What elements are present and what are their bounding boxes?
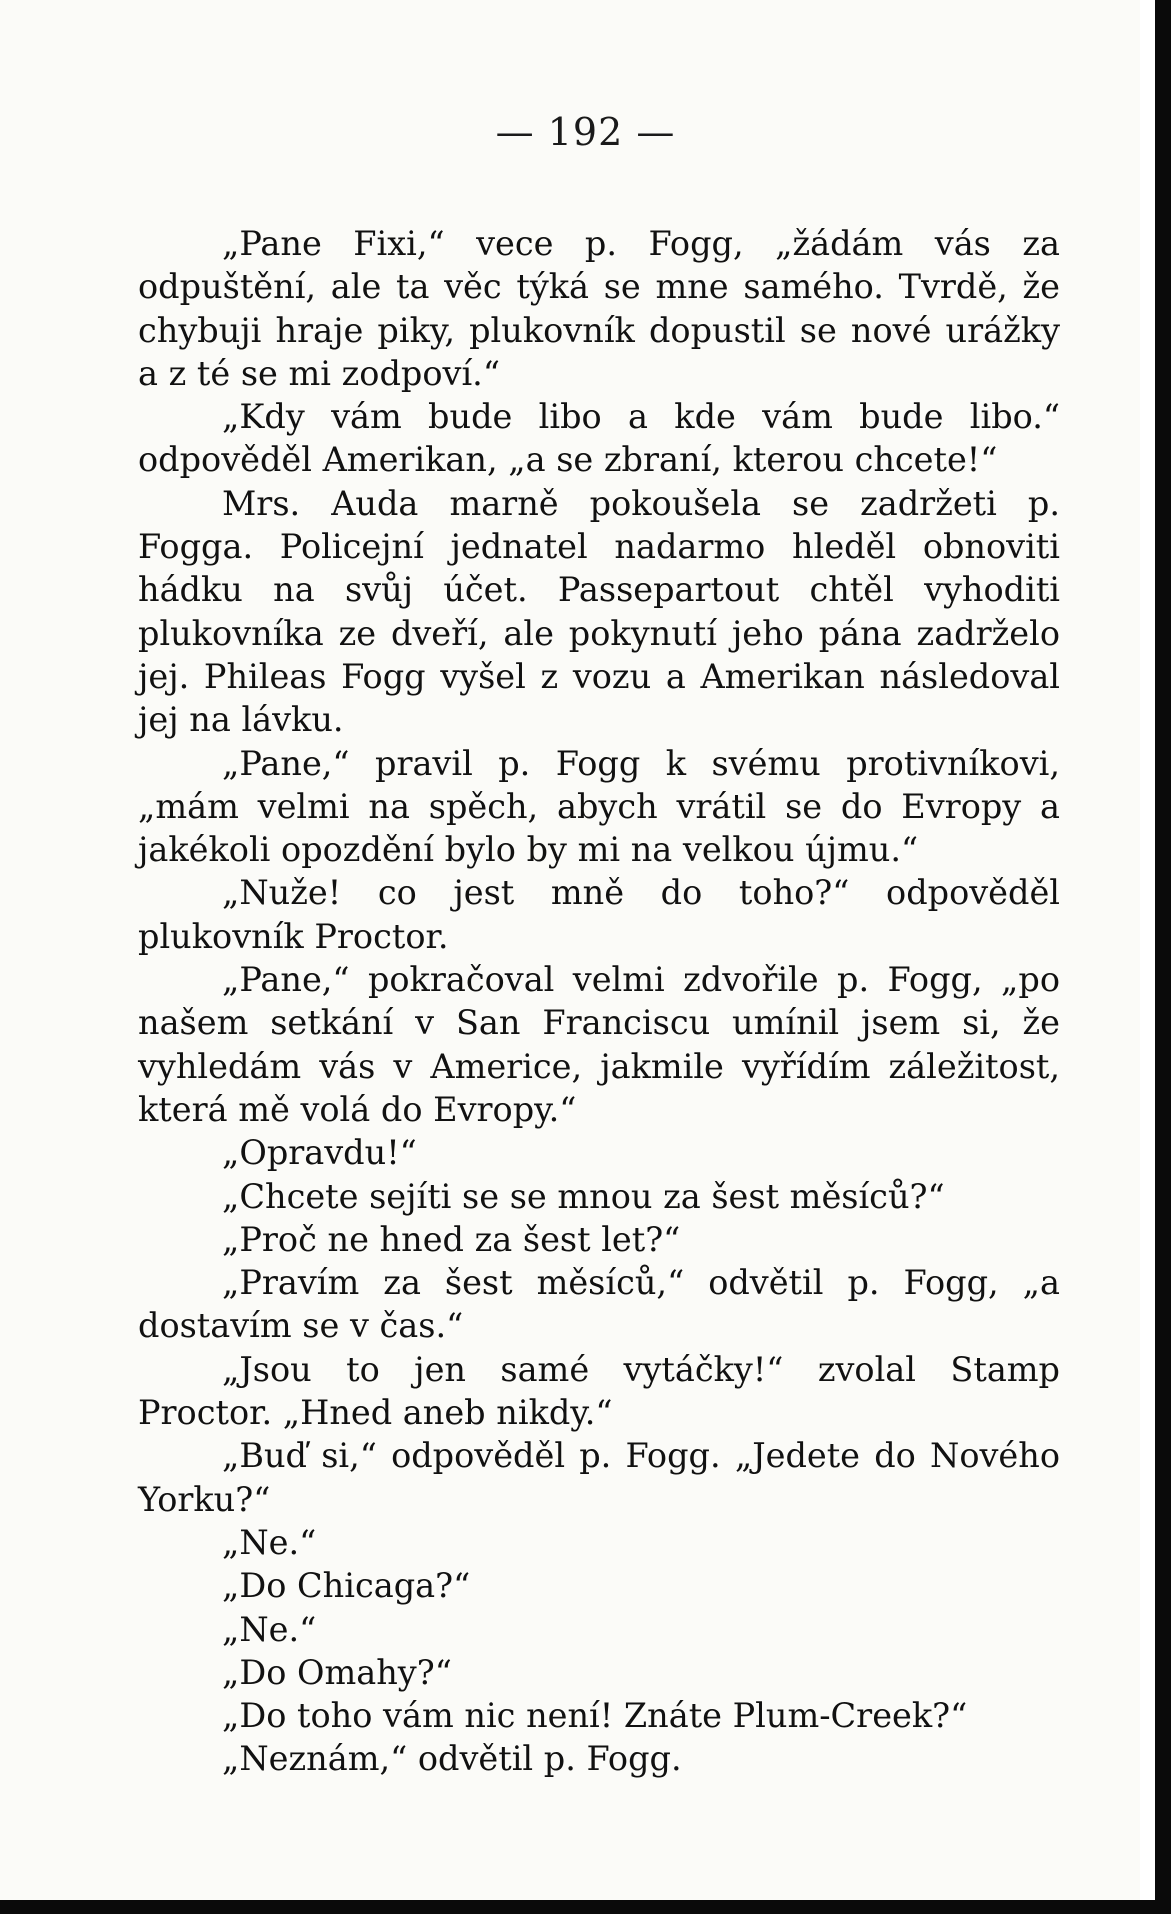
paragraph: „Pane,“ pokračoval velmi zdvořile p. Fogg, „po našem setkání v San Franciscu umínil jsem si, že vyhledám vás v Americe, jakmile vyřídím záležitost, která mě volá do Evropy.“ bbox=[138, 960, 1060, 1129]
paragraph: „Kdy vám bude libo a kde vám bude libo.“ odpověděl Amerikan, „a se zbraní, kterou chcete!“ bbox=[138, 397, 1060, 480]
paragraph: „Chcete sejíti se se mnou za šest měsíců?“ bbox=[222, 1176, 945, 1216]
paragraph: „Buď si,“ odpověděl p. Fogg. „Jedete do Nového Yorku?“ bbox=[138, 1436, 1060, 1519]
paragraph: „Ne.“ bbox=[222, 1609, 317, 1649]
scan-border-right bbox=[1155, 0, 1171, 1914]
paragraph: „Do Omahy?“ bbox=[222, 1652, 452, 1692]
paragraph: „Pane,“ pravil p. Fogg k svému protivníkovi, „mám velmi na spěch, abych vrátil se do Evropy a jakékoli opozdění bylo by mi na velkou újmu.“ bbox=[138, 743, 1060, 870]
paragraph: Mrs. Auda marně pokoušela se zadržeti p. Fogga. Policejní jednatel nadarmo hleděl obnoviti hádku na svůj účet. Passepartout chtěl vyhoditi plukovníka ze dveří, ale pokynutí jeho pána zadrželo jej. Phileas Fogg vyšel z vozu a Amerikan následoval jej na lávku. bbox=[138, 483, 1060, 740]
paragraph: „Pravím za šest měsíců,“ odvětil p. Fogg, „a dostavím se v čas.“ bbox=[138, 1263, 1060, 1346]
body-text bbox=[138, 222, 1060, 1781]
paragraph: „Opravdu!“ bbox=[222, 1133, 417, 1173]
paragraph: „Do toho vám nic není! Znáte Plum-Creek?“ bbox=[222, 1696, 968, 1736]
paragraph: „Nuže! co jest mně do toho?“ odpověděl plukovník Proctor. bbox=[138, 873, 1060, 956]
paragraph: „Jsou to jen samé vytáčky!“ zvolal Stamp Proctor. „Hned aneb nikdy.“ bbox=[138, 1349, 1060, 1433]
paragraph: „Neznám,“ odvětil p. Fogg. bbox=[222, 1739, 682, 1779]
page-number: — 192 — bbox=[495, 110, 676, 154]
paragraph: „Pane Fixi,“ vece p. Fogg, „žádám vás za odpuštění, ale ta věc týká se mne samého. Tvrdě, že chybuji hraje piky, plukovník dopustil se nové urážky a z té se mi zodpoví.“ bbox=[138, 224, 1060, 393]
paragraph: „Do Chicaga?“ bbox=[222, 1566, 471, 1606]
paragraph: „Ne.“ bbox=[222, 1522, 317, 1562]
paragraph: „Proč ne hned za šest let?“ bbox=[222, 1219, 681, 1259]
scan-border-bottom bbox=[0, 1900, 1171, 1914]
